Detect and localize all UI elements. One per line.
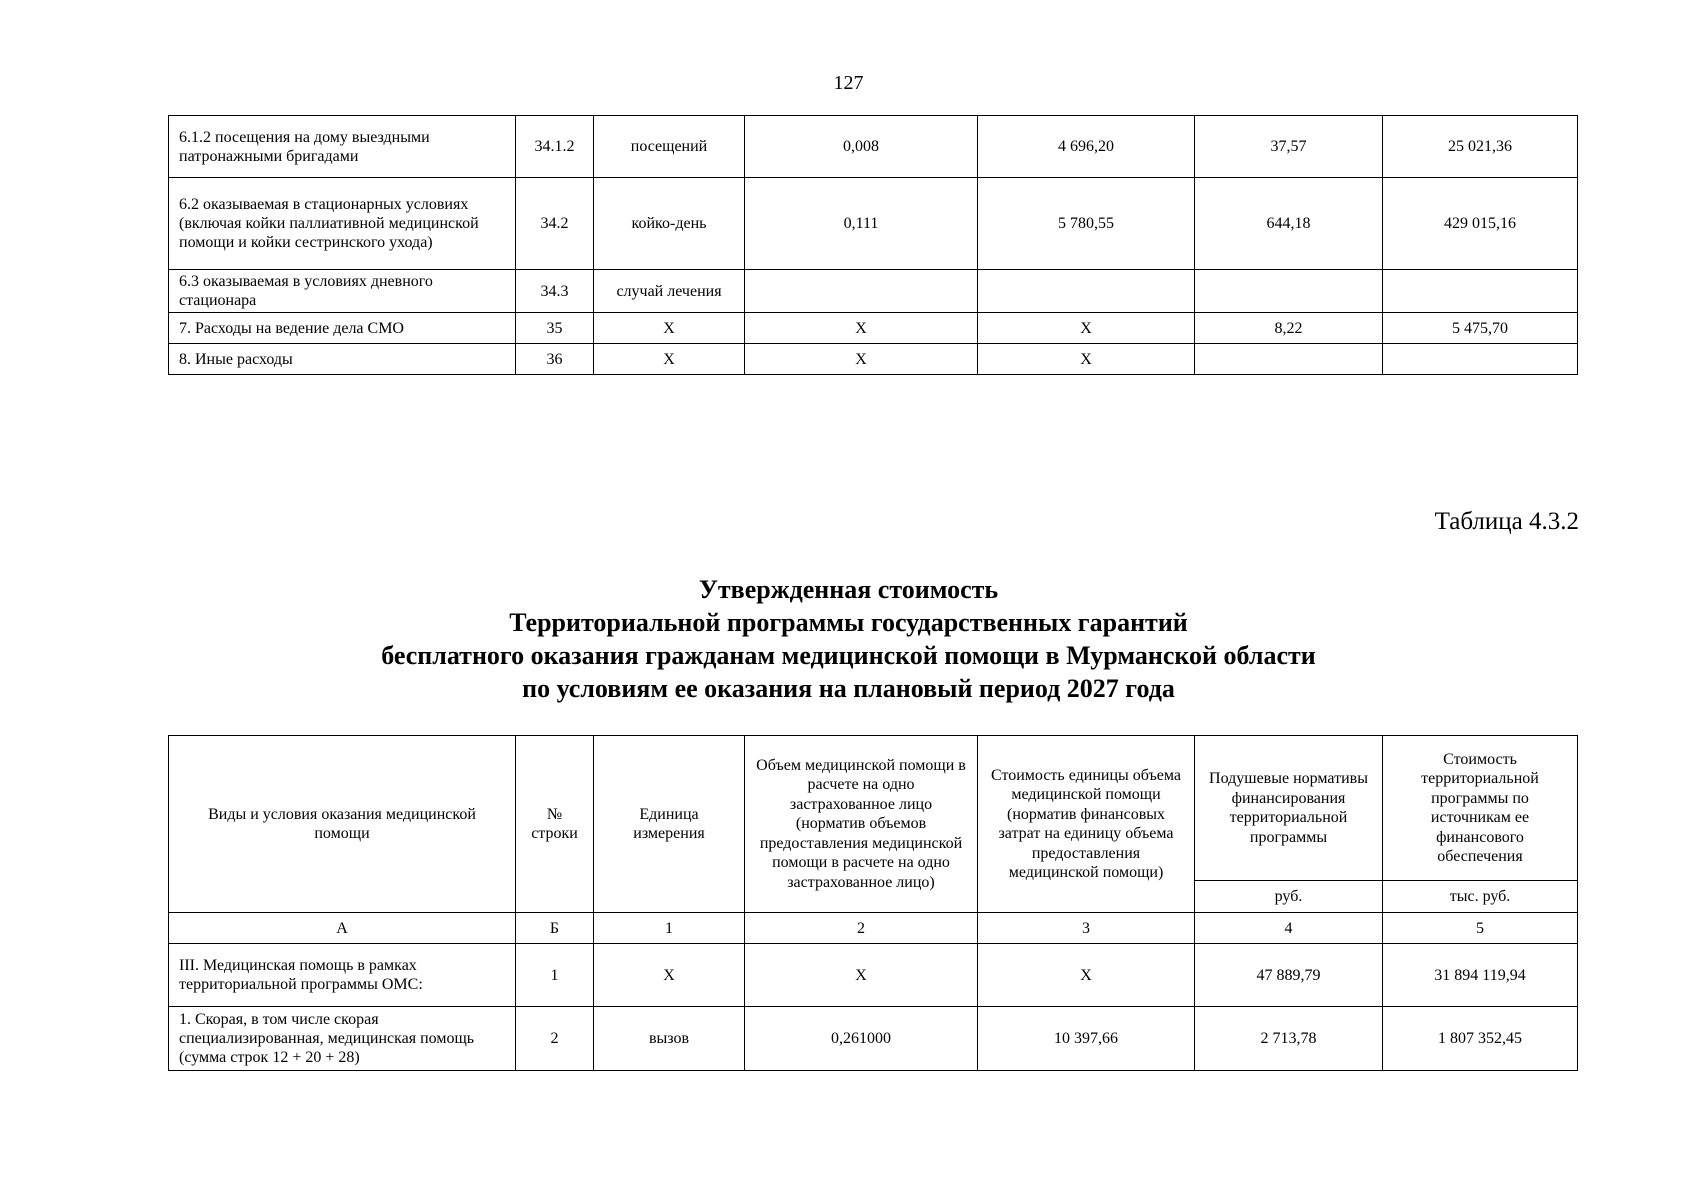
table-row <box>169 178 1578 270</box>
cell-unit-cost: 5 780,55 <box>978 178 1195 270</box>
cell-row-number: 1 <box>516 944 594 1007</box>
cell-unit: вызов <box>594 1007 745 1071</box>
cell-type: 6.1.2 посещения на дому выездными патронажными бригадами <box>169 116 516 178</box>
cell-per-capita: 644,18 <box>1195 178 1383 270</box>
cost-table <box>168 735 1578 1071</box>
cell-unit-cost: X <box>978 313 1195 344</box>
header-unit-thousand-rub: тыс. руб. <box>1383 881 1578 913</box>
cell-per-capita: 2 713,78 <box>1195 1007 1383 1071</box>
table-label: Таблица 4.3.2 <box>1434 508 1579 535</box>
cell-per-capita: 8,22 <box>1195 313 1383 344</box>
cell-type: 6.3 оказываемая в условиях дневного стационара <box>169 270 516 313</box>
cell-unit: X <box>594 344 745 375</box>
cell-row-number: 36 <box>516 344 594 375</box>
cell-volume: X <box>745 313 978 344</box>
index-cell: 5 <box>1383 913 1578 944</box>
header-row-number: № строки <box>516 736 594 913</box>
header-unit-cost: Стоимость единицы объема медицинской помощи (норматив финансовых затрат на единицу объема предоставления медицинской помощи) <box>978 736 1195 913</box>
document-title <box>0 573 1697 705</box>
cell-total-cost <box>1383 270 1578 313</box>
index-row <box>169 913 1578 944</box>
cell-volume: 0,111 <box>745 178 978 270</box>
header-types-of-care: Виды и условия оказания медицинской помощи <box>169 736 516 913</box>
cell-type: III. Медицинская помощь в рамках территориальной программы ОМС: <box>169 944 516 1007</box>
cell-unit: койко-день <box>594 178 745 270</box>
cell-total-cost <box>1383 344 1578 375</box>
cell-unit: X <box>594 944 745 1007</box>
cell-volume: 0,261000 <box>745 1007 978 1071</box>
table-row <box>169 270 1578 313</box>
cell-unit-cost: 4 696,20 <box>978 116 1195 178</box>
cell-type: 8. Иные расходы <box>169 344 516 375</box>
cell-volume: X <box>745 944 978 1007</box>
cell-per-capita: 37,57 <box>1195 116 1383 178</box>
cell-unit-cost: X <box>978 944 1195 1007</box>
continuation-table <box>168 115 1578 375</box>
table-row <box>169 313 1578 344</box>
title-line: Утвержденная стоимость <box>698 575 999 604</box>
index-cell: 1 <box>594 913 745 944</box>
cell-type: 6.2 оказываемая в стационарных условиях (включая койки паллиативной медицинской помощи и койки сестринского ухода) <box>169 178 516 270</box>
header-per-capita: Подушевые нормативы финансирования территориальной программы <box>1195 736 1383 881</box>
cell-row-number: 35 <box>516 313 594 344</box>
index-cell: 3 <box>978 913 1195 944</box>
table-row <box>169 116 1578 178</box>
title-line: Территориальной программы государственных гарантий <box>509 608 1188 637</box>
cell-volume: X <box>745 344 978 375</box>
cell-unit: случай лечения <box>594 270 745 313</box>
index-cell: А <box>169 913 516 944</box>
cell-type: 1. Скорая, в том числе скорая специализированная, медицинская помощь (сумма строк 12 + 20 + 28) <box>169 1007 516 1071</box>
header-row <box>169 736 1578 881</box>
index-cell: Б <box>516 913 594 944</box>
title-line: по условиям ее оказания на плановый период 2027 года <box>522 674 1175 703</box>
cell-row-number: 34.3 <box>516 270 594 313</box>
cell-total-cost: 429 015,16 <box>1383 178 1578 270</box>
table-row <box>169 1007 1578 1071</box>
cell-per-capita <box>1195 270 1383 313</box>
table-row <box>169 344 1578 375</box>
cell-row-number: 2 <box>516 1007 594 1071</box>
title-line: бесплатного оказания гражданам медицинской помощи в Мурманской области <box>381 641 1316 670</box>
header-unit: Единица измерения <box>594 736 745 913</box>
cell-row-number: 34.2 <box>516 178 594 270</box>
cell-row-number: 34.1.2 <box>516 116 594 178</box>
table-row <box>169 944 1578 1007</box>
cell-total-cost: 5 475,70 <box>1383 313 1578 344</box>
cell-total-cost: 31 894 119,94 <box>1383 944 1578 1007</box>
cell-total-cost: 25 021,36 <box>1383 116 1578 178</box>
cell-unit: посещений <box>594 116 745 178</box>
cell-volume <box>745 270 978 313</box>
header-volume: Объем медицинской помощи в расчете на одно застрахованное лицо (норматив объемов предоставления медицинской помощи в расчете на одно застрахованное лицо) <box>745 736 978 913</box>
header-total-cost: Стоимость территориальной программы по источникам ее финансового обеспечения <box>1383 736 1578 881</box>
cell-unit-cost: 10 397,66 <box>978 1007 1195 1071</box>
cell-volume: 0,008 <box>745 116 978 178</box>
header-unit-rub: руб. <box>1195 881 1383 913</box>
cell-unit-cost <box>978 270 1195 313</box>
page-number: 127 <box>833 72 864 94</box>
index-cell: 2 <box>745 913 978 944</box>
cell-unit-cost: X <box>978 344 1195 375</box>
cell-type: 7. Расходы на ведение дела СМО <box>169 313 516 344</box>
cell-per-capita <box>1195 344 1383 375</box>
cell-unit: X <box>594 313 745 344</box>
cell-per-capita: 47 889,79 <box>1195 944 1383 1007</box>
cell-total-cost: 1 807 352,45 <box>1383 1007 1578 1071</box>
index-cell: 4 <box>1195 913 1383 944</box>
